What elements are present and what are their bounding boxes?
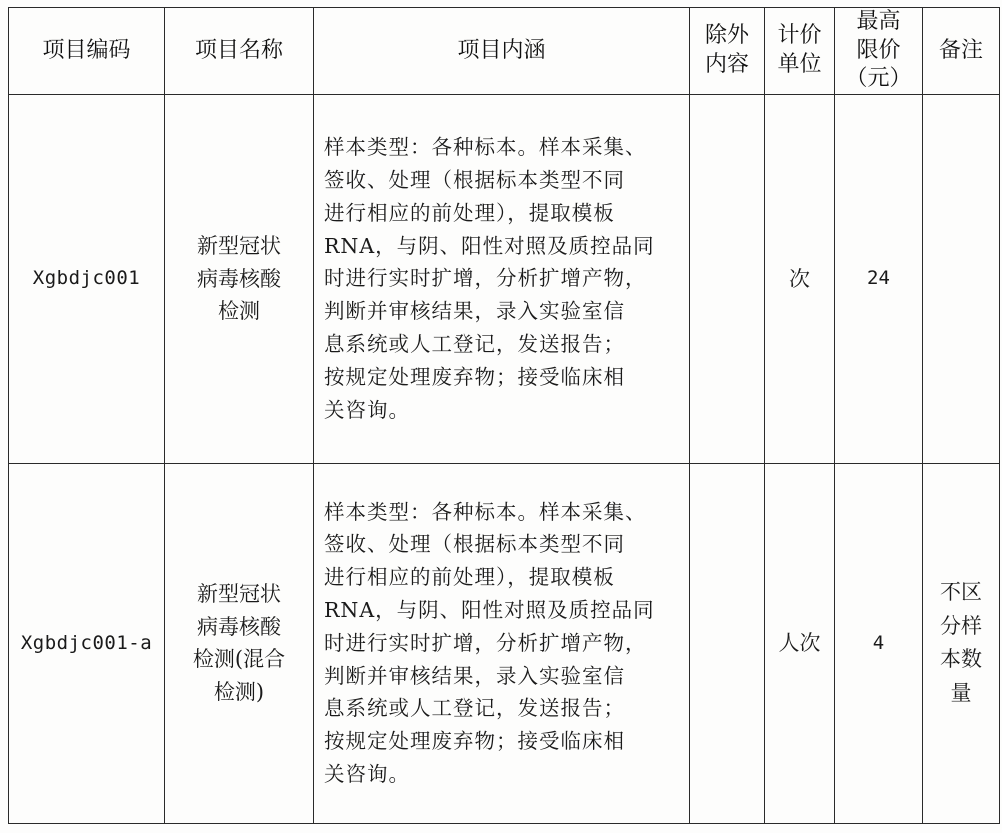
item-code: Xgbdjc001-a (9, 463, 165, 823)
header-row (9, 8, 1000, 95)
header-excluded (690, 8, 765, 95)
item-max-price: 24 (835, 94, 923, 463)
item-content-text: 样本类型：各种标本。样本采集、 签收、处理（根据标本类型不同 进行相应的前处理），提取模板 RNA，与阴、阳性对照及质控品同 时进行实时扩增，分析扩增产物， 判断并审核结果，录入实验室信 息系统或人工登记，发送报告； 按规定处理废弃物；接受临床相 关咨询。 (324, 499, 655, 787)
header-content: 项目内涵 (314, 8, 690, 95)
item-max-price: 4 (835, 463, 923, 823)
item-content (314, 94, 690, 463)
header-unit-line: 单位 (777, 51, 822, 77)
item-name-line: 检测(混合 (192, 647, 286, 672)
header-code: 项目编码 (9, 8, 165, 95)
item-unit: 次 (765, 94, 835, 463)
header-max-price-line: 最高 (856, 9, 901, 34)
item-note-line: 分样 (940, 613, 982, 638)
item-name-line: 新型冠状 (197, 233, 281, 258)
item-content (314, 463, 690, 823)
header-excluded-line: 内容 (704, 51, 749, 77)
item-name-line: 病毒核酸 (197, 266, 281, 291)
header-name: 项目名称 (165, 8, 314, 95)
item-name (165, 463, 314, 823)
table-row (9, 94, 1000, 463)
item-note (923, 463, 1000, 823)
item-content-text: 样本类型：各种标本。样本采集、 签收、处理（根据标本类型不同 进行相应的前处理），提取模板 RNA，与阴、阳性对照及质控品同 时进行实时扩增，分析扩增产物， 判断并审核结果，录入实验室信 息系统或人工登记，发送报告； 按规定处理废弃物；接受临床相 关咨询。 (324, 135, 655, 422)
item-note-line: 量 (950, 680, 972, 705)
header-unit-line: 计价 (777, 23, 822, 49)
header-max-price-line: 限价 (856, 37, 901, 63)
item-note (923, 94, 1000, 463)
header-excluded-line: 除外 (704, 23, 749, 49)
item-excluded (690, 94, 765, 463)
header-max-price-line: （元） (845, 66, 912, 92)
item-note-line: 不区 (940, 580, 982, 605)
item-unit: 人次 (765, 463, 835, 823)
header-unit (765, 8, 835, 95)
item-note-line: 本数 (940, 647, 982, 672)
table-row (9, 463, 1000, 823)
item-excluded (690, 463, 765, 823)
item-name-line: 病毒核酸 (196, 614, 281, 639)
header-max-price (835, 8, 923, 95)
item-code: Xgbdjc001 (9, 94, 165, 463)
item-name-line: 检测 (218, 299, 260, 324)
item-name (165, 94, 314, 463)
item-name-line: 检测) (213, 679, 265, 704)
item-name-line: 新型冠状 (196, 582, 281, 607)
header-note: 备注 (923, 8, 1000, 95)
price-table (8, 7, 1000, 824)
